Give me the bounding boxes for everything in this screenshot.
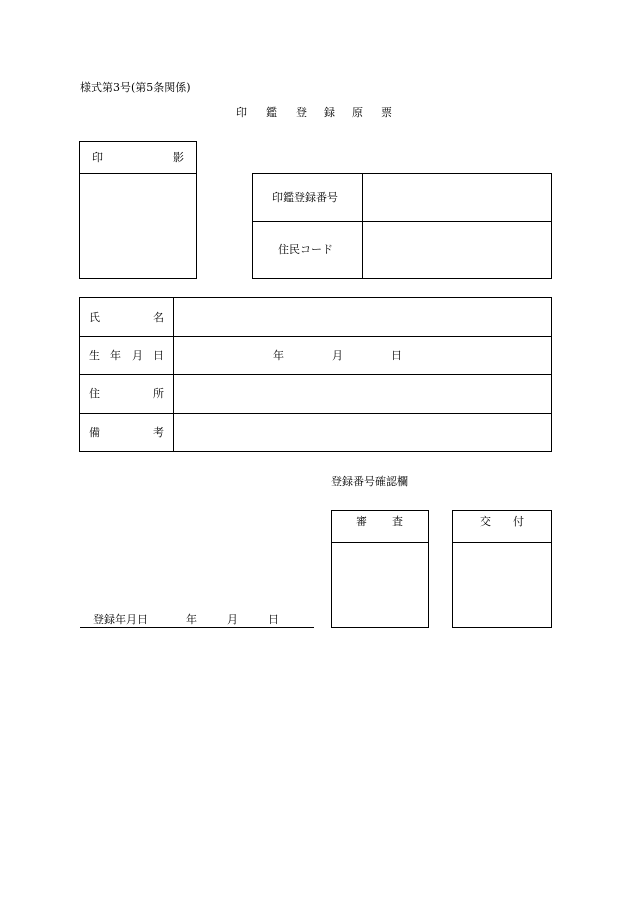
address-label-left: 住 [89,387,100,400]
seal-impression-area[interactable] [80,174,196,278]
title-char: 印 [236,106,247,119]
name-label-right: 名 [153,311,164,324]
registration-day-unit: 日 [268,613,279,626]
remarks-label-left: 備 [89,426,100,439]
address-field[interactable] [174,375,551,413]
resident-code-label: 住民コード [278,243,333,256]
issue-stamp-area[interactable] [453,543,551,627]
birth-day-unit: 日 [391,349,402,362]
remarks-field[interactable] [174,414,551,451]
review-stamp-area[interactable] [332,543,428,627]
title-char: 録 [324,106,335,119]
seal-label-right: 影 [173,151,184,164]
birth-label-char: 年 [110,349,121,362]
registration-number-label: 印鑑登録番号 [272,191,338,204]
review-label-right: 査 [392,515,403,528]
review-label-left: 審 [356,515,367,528]
form-number: 様式第3号(第5条関係) [80,81,191,94]
name-field[interactable] [174,298,551,336]
address-label-right: 所 [153,387,164,400]
confirmation-heading: 登録番号確認欄 [331,475,408,488]
remarks-label-right: 考 [153,426,164,439]
name-label-left: 氏 [89,311,100,324]
registration-number-field[interactable] [363,174,551,221]
birth-label-char: 月 [132,349,143,362]
issue-label-left: 交 [480,515,491,528]
title-char: 原 [352,106,363,119]
birth-month-unit: 月 [332,349,343,362]
registration-year-unit: 年 [186,613,197,626]
title-char: 票 [381,106,392,119]
resident-code-field[interactable] [363,222,551,278]
birth-year-unit: 年 [273,349,284,362]
registration-date-label: 登録年月日 [93,613,148,626]
issue-label-right: 付 [513,515,524,528]
birth-date-field[interactable] [174,337,551,374]
registration-month-unit: 月 [227,613,238,626]
title-char: 登 [296,106,307,119]
birth-label-char: 生 [89,349,100,362]
seal-label-left: 印 [92,151,103,164]
registration-date-underline [80,627,314,628]
birth-label-char: 日 [153,349,164,362]
title-char: 鑑 [266,106,277,119]
